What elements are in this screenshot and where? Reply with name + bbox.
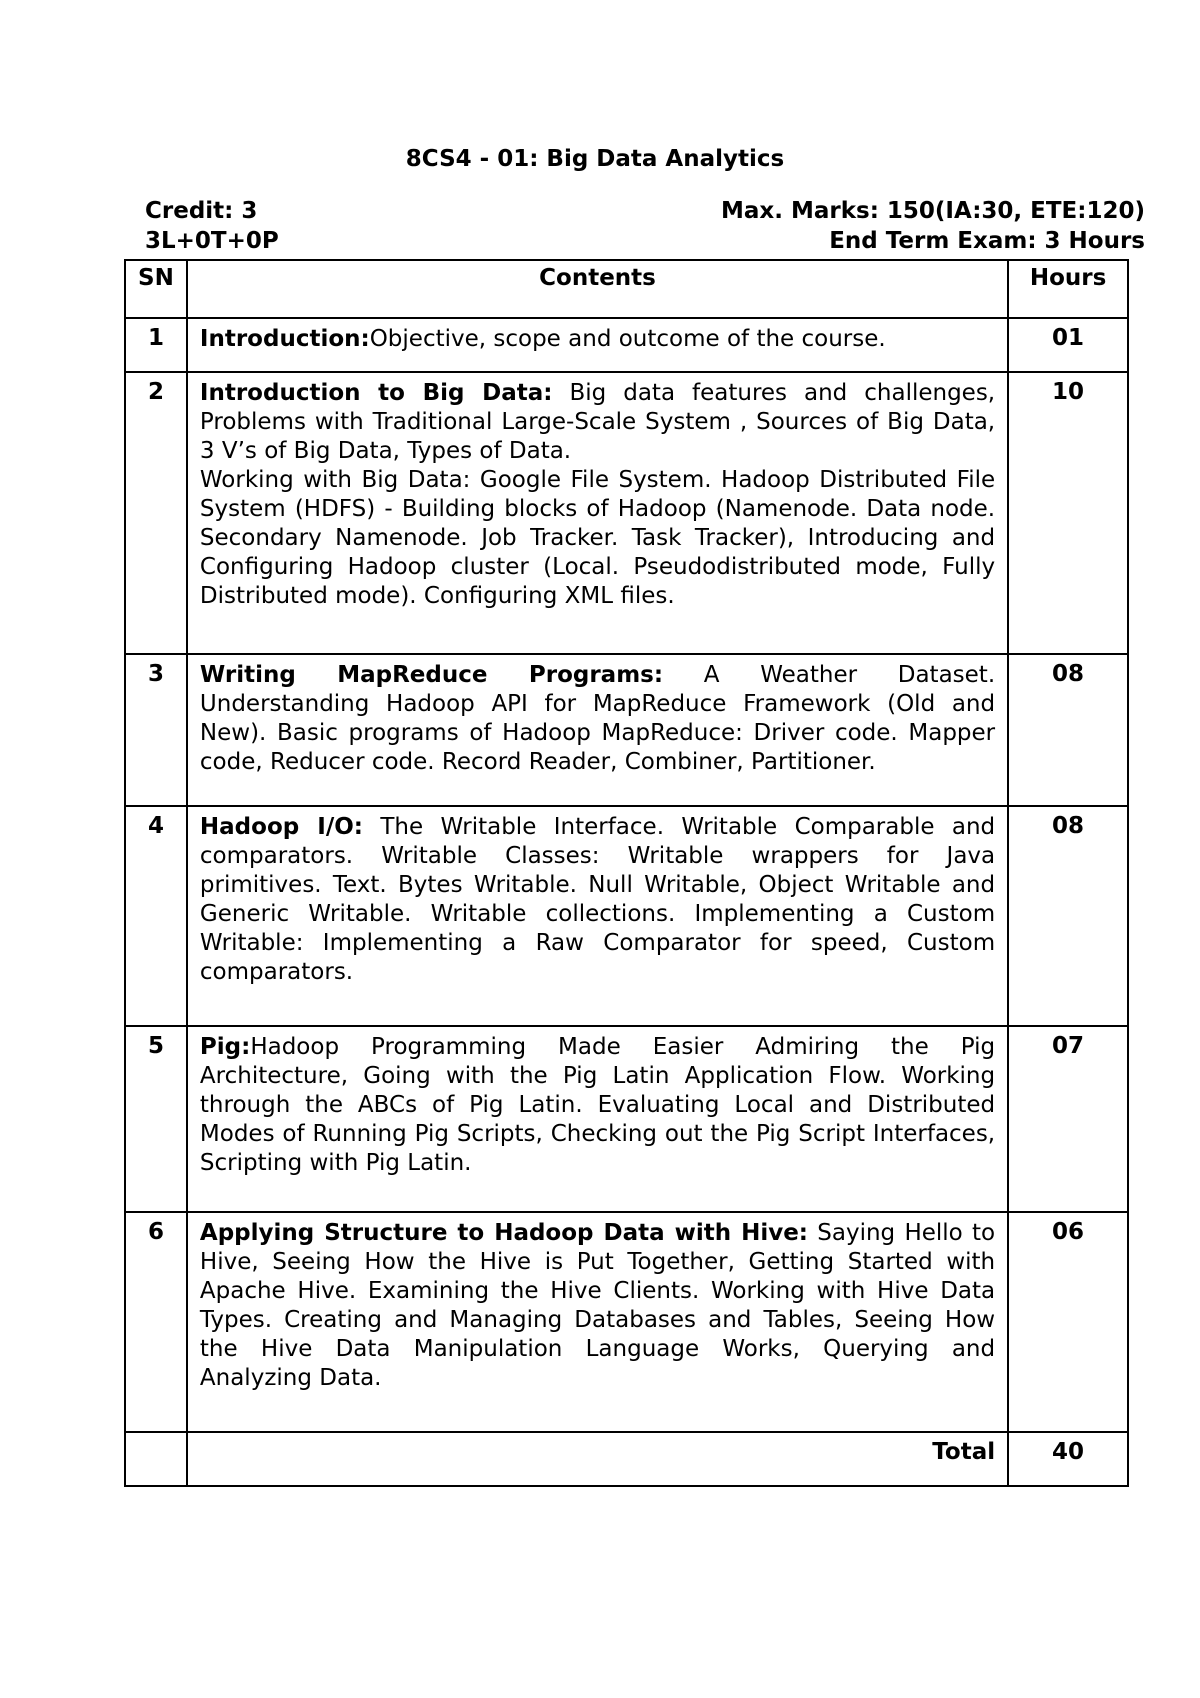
row-heading: Writing MapReduce Programs: [199, 662, 664, 688]
row-hours: 08 [1008, 654, 1128, 806]
row-text: Objective, scope and outcome of the course. [369, 326, 886, 352]
row-text: A Weather Dataset. Understanding Hadoop API for MapReduce Framework (Old and New). Basic programs of Hadoop MapReduce: Driver code. Mapper code, Reducer code. Record Reader, Combiner, Partitioner. [199, 662, 996, 775]
header-contents: Contents [187, 260, 1008, 318]
table-total-row [125, 1432, 1128, 1486]
table-row [125, 1026, 1128, 1212]
table-header-row [125, 260, 1128, 318]
row-sn: 4 [125, 806, 187, 1026]
row-sn: 3 [125, 654, 187, 806]
table-row [125, 1212, 1128, 1432]
max-marks-label: Max. Marks: 150(IA:30, ETE:120) [720, 198, 1145, 224]
row-content [187, 318, 1008, 372]
row-hours: 10 [1008, 372, 1128, 654]
page-title: 8CS4 - 01: Big Data Analytics [405, 146, 785, 172]
exam-duration-label: End Term Exam: 3 Hours [829, 228, 1145, 254]
table-row [125, 654, 1128, 806]
total-sn-empty [125, 1432, 187, 1486]
total-hours: 40 [1008, 1432, 1128, 1486]
row-content [187, 372, 1008, 654]
row-sn: 6 [125, 1212, 187, 1432]
row-text: Saying Hello to Hive, Seeing How the Hive is Put Together, Getting Started with Apache Hive. Examining the Hive Clients. Working with Hive Data Types. Creating and Managing Databases and Tables, Seeing How the Hive Data Manipulation Language Works, Querying and Analyzing Data. [199, 1220, 996, 1391]
row-content [187, 1212, 1008, 1432]
row-text: Hadoop Programming Made Easier Admiring the Pig Architecture, Going with the Pig Latin Application Flow. Working through the ABCs of Pig Latin. Evaluating Local and Distributed Modes of Running Pig Scripts, Checking out the Pig Script Interfaces, Scripting with Pig Latin. [199, 1034, 996, 1176]
row-text-extra: Working with Big Data: Google File System. Hadoop Distributed File System (HDFS) - Building blocks of Hadoop (Namenode. Data node. Secondary Namenode. Job Tracker. Task Tracker), Introducing and Configuring Hadoop cluster (Local. Pseudodistributed mode, Fully Distributed mode). Configuring XML files. [199, 467, 996, 609]
row-heading: Introduction: [199, 326, 370, 352]
row-heading: Applying Structure to Hadoop Data with Hive: [199, 1220, 808, 1246]
total-label: Total [187, 1432, 1008, 1486]
row-sn: 2 [125, 372, 187, 654]
row-heading: Hadoop I/O: [199, 814, 363, 840]
row-hours: 01 [1008, 318, 1128, 372]
row-content [187, 654, 1008, 806]
row-text: Big data features and challenges, Problems with Traditional Large-Scale System , Sources of Big Data, 3 V’s of Big Data, Types of Data. [199, 380, 996, 464]
row-sn: 1 [125, 318, 187, 372]
table-row [125, 318, 1128, 372]
course-meta-right [721, 196, 1145, 256]
credit-label: Credit: 3 [145, 198, 258, 224]
syllabus-table [124, 259, 1129, 1487]
row-content [187, 806, 1008, 1026]
row-content [187, 1026, 1008, 1212]
row-hours: 07 [1008, 1026, 1128, 1212]
table-row [125, 372, 1128, 654]
table-row [125, 806, 1128, 1026]
row-heading: Pig: [199, 1034, 251, 1060]
ltp-label: 3L+0T+0P [145, 228, 279, 254]
row-hours: 06 [1008, 1212, 1128, 1432]
row-hours: 08 [1008, 806, 1128, 1026]
header-hours: Hours [1008, 260, 1128, 318]
header-sn: SN [125, 260, 187, 318]
row-text: The Writable Interface. Writable Comparable and comparators. Writable Classes: Writable wrappers for Java primitives. Text. Bytes Writable. Null Writable, Object Writable and Generic Writable. Writable collections. Implementing a Custom Writable: Implementing a Raw Comparator for speed, Custom comparators. [199, 814, 996, 985]
row-sn: 5 [125, 1026, 187, 1212]
row-heading: Introduction to Big Data: [199, 380, 553, 406]
course-meta-left [145, 196, 279, 256]
